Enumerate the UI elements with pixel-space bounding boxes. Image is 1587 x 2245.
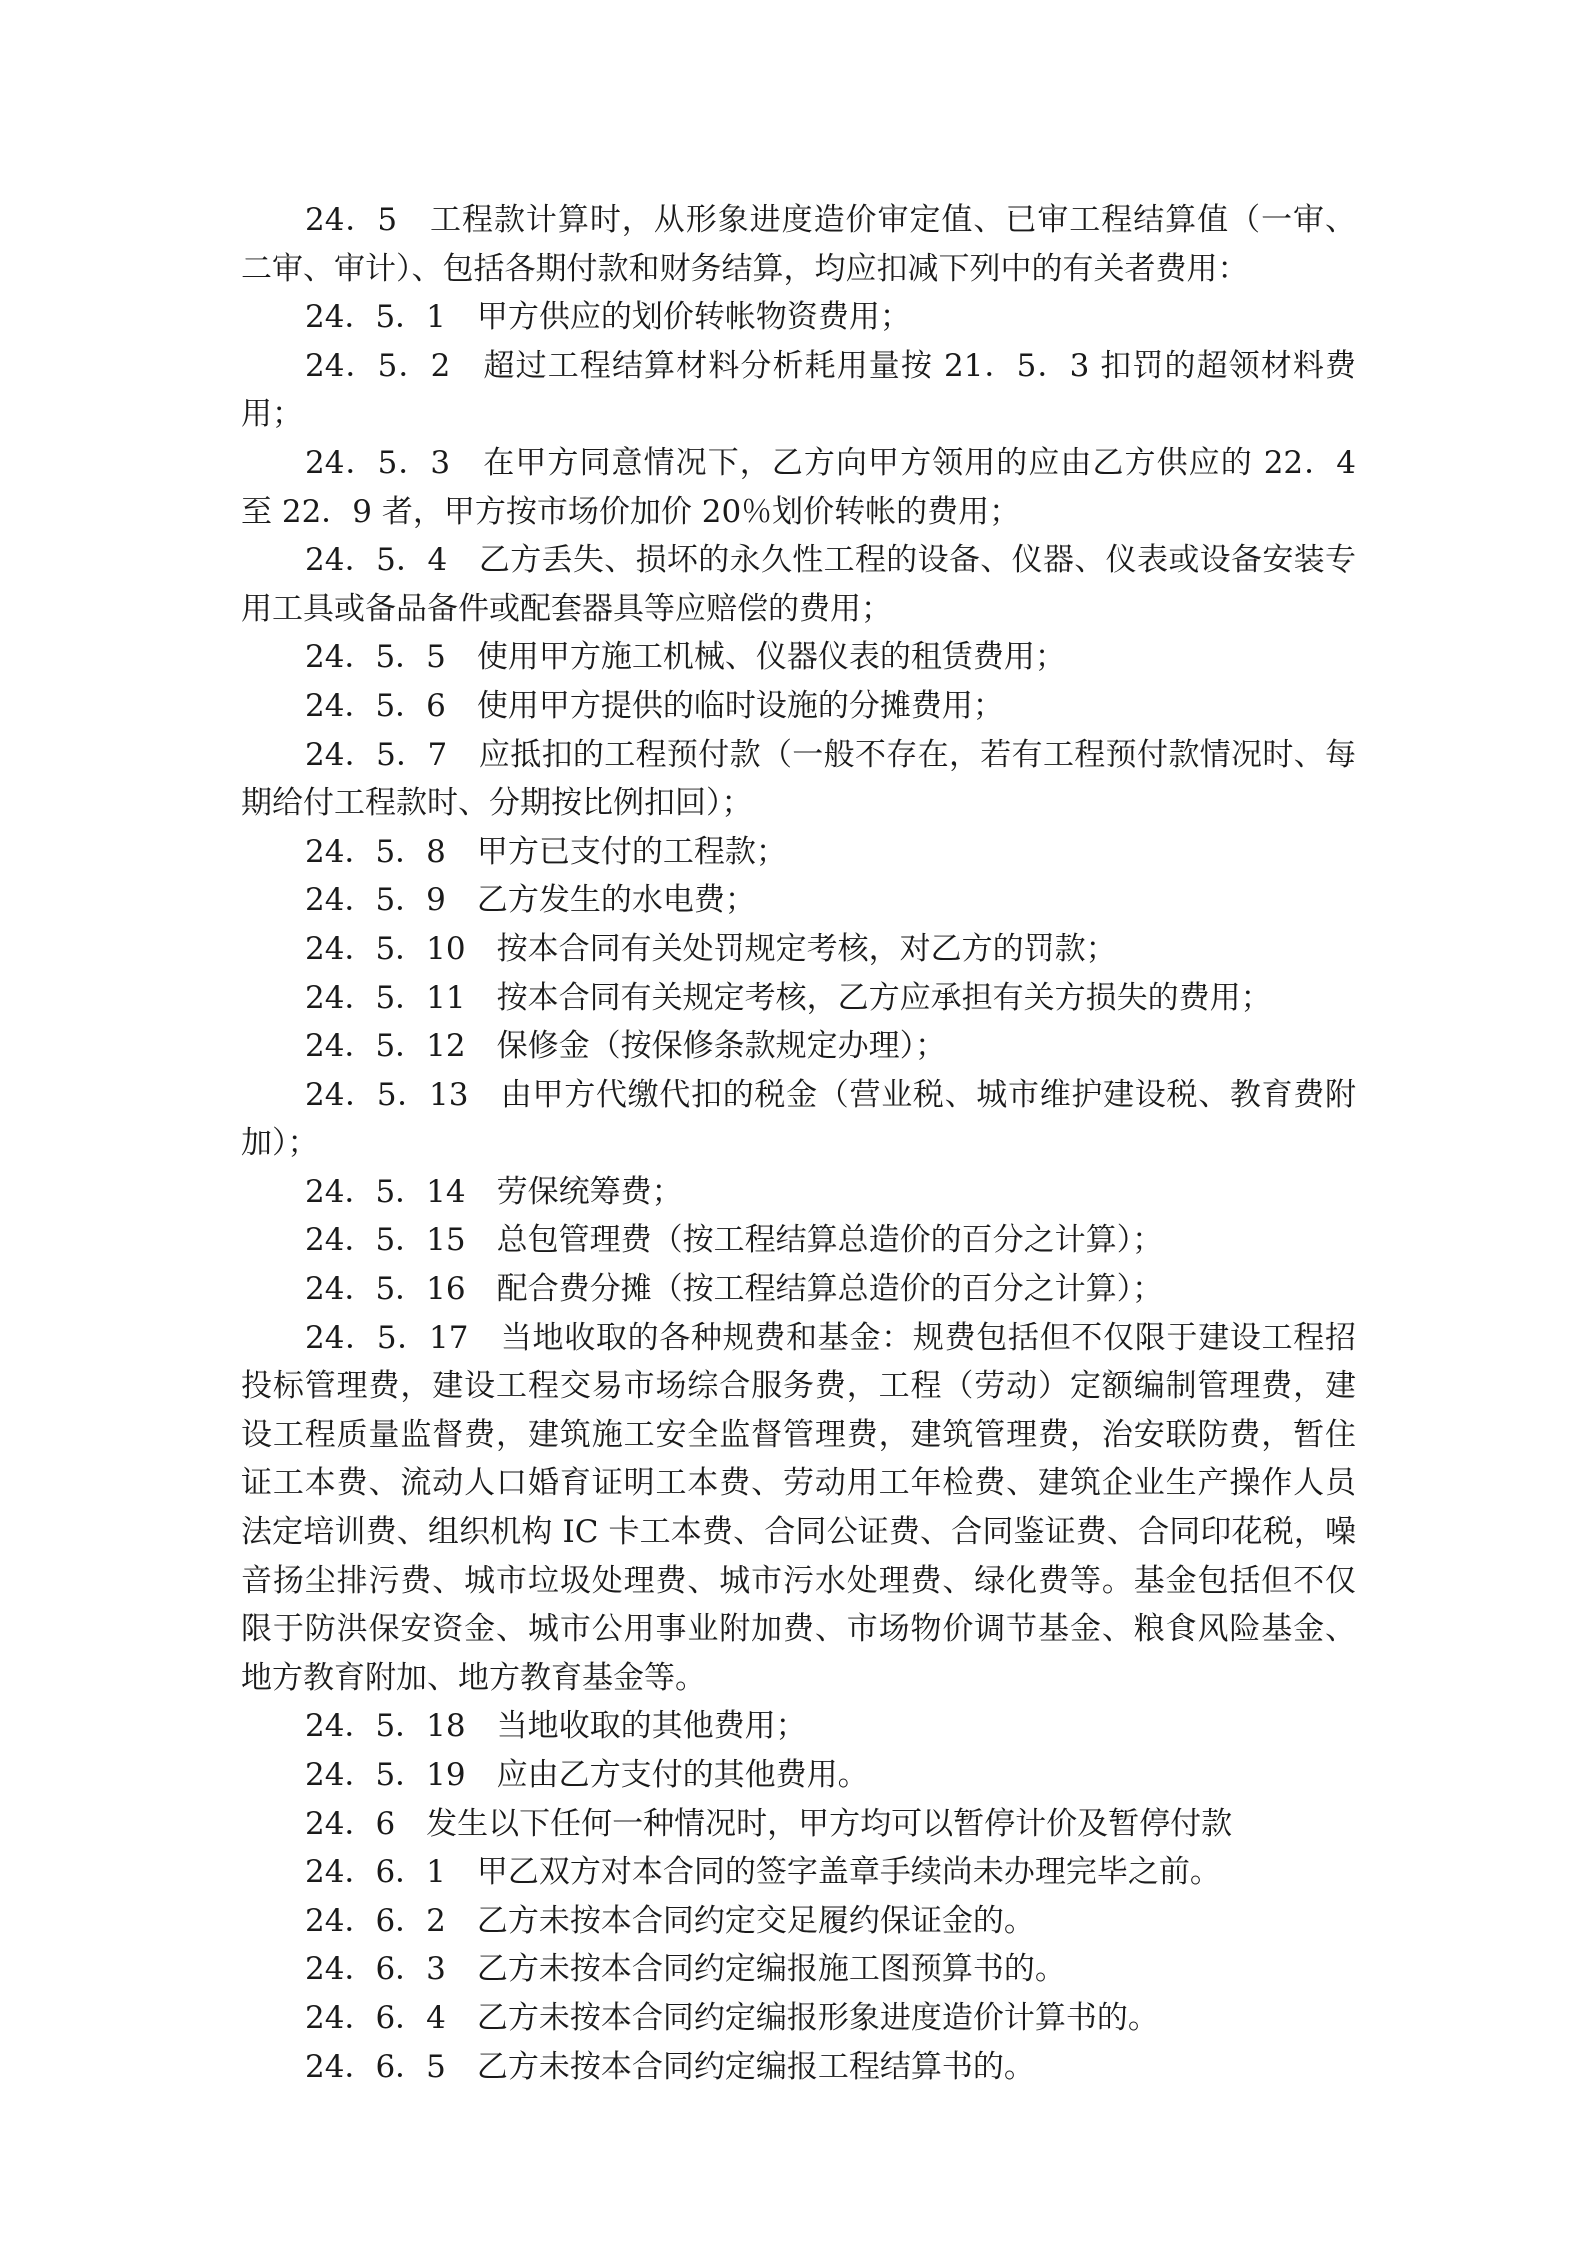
clause-24-5-14: 24．5．14 劳保统筹费； xyxy=(305,1173,683,1210)
clause-24-5-5: 24．5．5 使用甲方施工机械、仪器仪表的租赁费用； xyxy=(305,639,1066,676)
clause-24-5-12: 24．5．12 保修金（按保修条款规定办理）； xyxy=(305,1028,947,1065)
clause-24-6-2: 24．6．2 乙方未按本合同约定交足履约保证金的。 xyxy=(305,1902,1035,1939)
clause-24-5-18: 24．5．18 当地收取的其他费用； xyxy=(305,1708,807,1745)
clause-24-5-11: 24．5．11 按本合同有关规定考核，乙方应承担有关方损失的费用； xyxy=(305,979,1272,1016)
clause-24-6-1: 24．6．1 甲乙双方对本合同的签字盖章手续尚未办理完毕之前。 xyxy=(305,1854,1221,1891)
clause-24-5-7: 24．5．7 应抵扣的工程预付款（一般不存在，若有工程预付款情况时、每期给付工程款时、分期按比例扣回）； xyxy=(241,736,1356,822)
clause-24-5-3: 24．5．3 在甲方同意情况下，乙方向甲方领用的应由乙方供应的 22．4 至 22．9 者，甲方按市场价加价 20％划价转帐的费用； xyxy=(241,444,1356,530)
clause-24-6-3: 24．6．3 乙方未按本合同约定编报施工图预算书的。 xyxy=(305,1951,1066,1988)
clause-24-5-15: 24．5．15 总包管理费（按工程结算总造价的百分之计算）； xyxy=(305,1222,1164,1259)
clause-24-5-6: 24．5．6 使用甲方提供的临时设施的分摊费用； xyxy=(305,687,1004,724)
clause-24-5-17: 24．5．17 当地收取的各种规费和基金：规费包括但不仅限于建设工程招投标管理费，建设工程交易市场综合服务费，工程（劳动）定额编制管理费，建设工程质量监督费，建筑施工安全监督管理费，建筑管理费，治安联防费，暂住证工本费、流动人口婚育证明工本费、劳动用工年检费、建筑企业生产操作人员法定培训费、组织机构 IC 卡工本费、合同公证费、合同鉴证费、合同印花税，噪音扬尘排污费、城市垃圾处理费、城市污水处理费、绿化费等。基金包括但不仅限于防洪保安资金、城市公用事业附加费、市场物价调节基金、粮食风险基金、地方教育附加、地方教育基金等。 xyxy=(241,1319,1356,1696)
clause-24-5-4: 24．5．4 乙方丢失、损坏的永久性工程的设备、仪器、仪表或设备安装专用工具或备品备件或配套器具等应赔偿的费用； xyxy=(241,542,1356,627)
clause-24-5-13: 24．5．13 由甲方代缴代扣的税金（营业税、城市维护建设税、教育费附加）； xyxy=(241,1076,1356,1162)
clause-24-5-1: 24．5．1 甲方供应的划价转帐物资费用； xyxy=(305,299,911,336)
clause-24-5-8: 24．5．8 甲方已支付的工程款； xyxy=(305,833,787,870)
clause-24-6: 24．6 发生以下任何一种情况时，甲方均可以暂停计价及暂停付款 xyxy=(305,1805,1233,1842)
clause-24-6-4: 24．6．4 乙方未按本合同约定编报形象进度造价计算书的。 xyxy=(305,1999,1159,2036)
clause-24-5-10: 24．5．10 按本合同有关处罚规定考核，对乙方的罚款； xyxy=(305,930,1117,967)
document-page xyxy=(241,196,1356,2096)
clause-24-5-9: 24．5．9 乙方发生的水电费； xyxy=(305,882,756,919)
clause-24-5: 24．5 工程款计算时，从形象进度造价审定值、已审工程结算值（一审、二审、审计）、包括各期付款和财务结算，均应扣减下列中的有关者费用： xyxy=(241,202,1356,287)
clause-24-6-5: 24．6．5 乙方未按本合同约定编报工程结算书的。 xyxy=(305,2048,1035,2085)
clause-24-5-16: 24．5．16 配合费分摊（按工程结算总造价的百分之计算）； xyxy=(305,1271,1164,1308)
clause-24-5-19: 24．5．19 应由乙方支付的其他费用。 xyxy=(305,1757,869,1793)
clause-24-5-2: 24．5．2 超过工程结算材料分析耗用量按 21．5．3 扣罚的超领材料费用； xyxy=(241,347,1356,433)
